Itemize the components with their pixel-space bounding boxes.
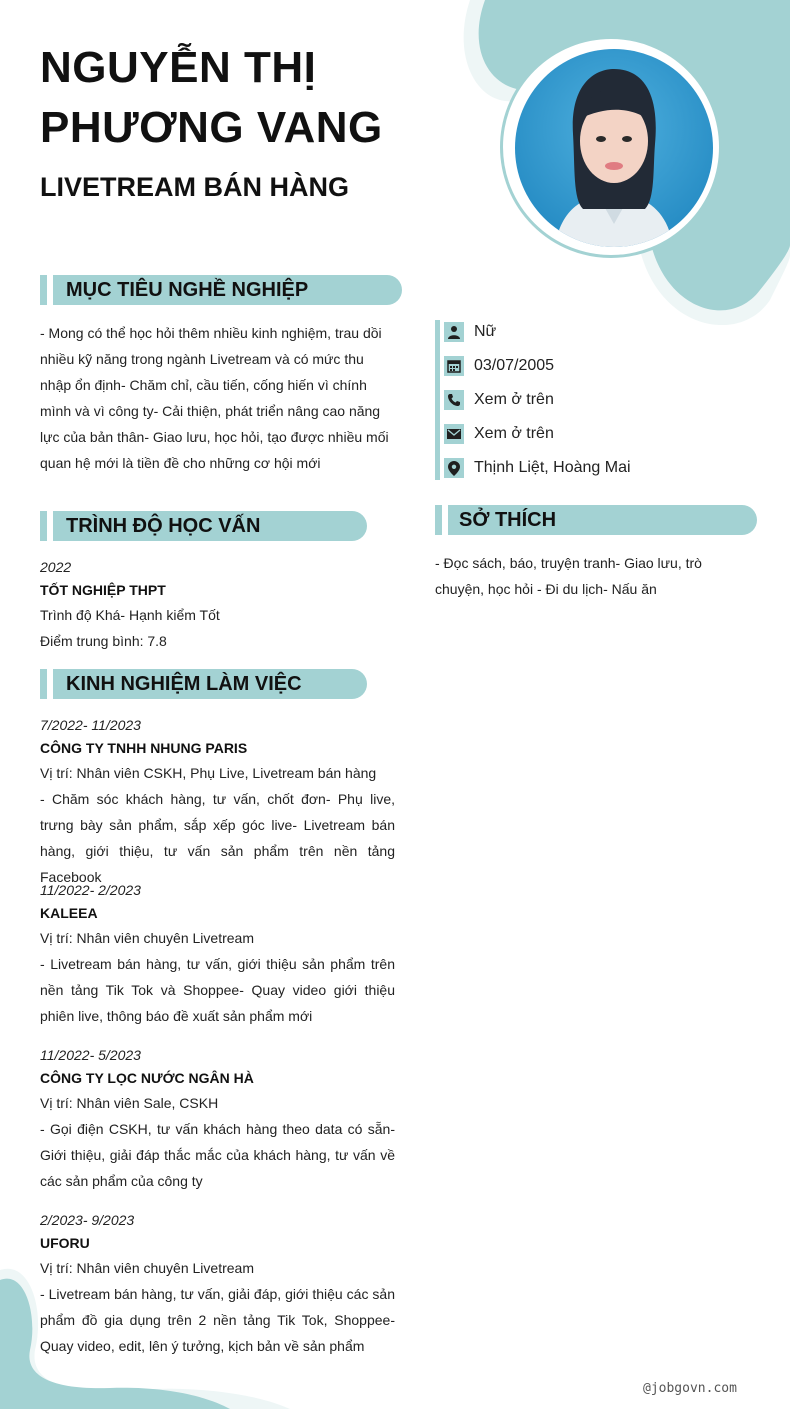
birthday-value: 03/07/2005	[474, 357, 555, 374]
experience-date: 2/2023- 9/2023	[40, 1212, 135, 1228]
experience-description: - Livetream bán hàng, tư vấn, giới thiệu sản phẩm trên nền tảng Tik Tok và Shoppee- Quay video giới thiệu phiên live, thông báo đề xuất sản phẩm mới	[40, 956, 395, 1024]
experience-description: - Gọi điện CSKH, tư vấn khách hàng theo data có sẵn- Giới thiệu, giải đáp thắc mắc của khách hàng, tư vấn về các sản phẩm của công ty	[40, 1121, 395, 1189]
email-value: Xem ở trên	[474, 425, 554, 442]
location-pin-icon	[444, 458, 464, 478]
name-line-2: PHƯƠNG VANG	[40, 103, 383, 152]
gender-value: Nữ	[474, 323, 497, 340]
experience-heading: KINH NGHIỆM LÀM VIỆC	[66, 673, 302, 695]
job-title: LIVETREAM BÁN HÀNG	[40, 172, 349, 202]
education-line-2: Điểm trung bình: 7.8	[40, 633, 167, 649]
education-heading: TRÌNH ĐỘ HỌC VẤN	[66, 515, 261, 537]
info-phone	[444, 389, 554, 411]
section-header-education	[40, 511, 367, 541]
experience-position: Vị trí: Nhân viên Sale, CSKH	[40, 1095, 219, 1111]
section-header-objective	[40, 275, 402, 305]
experience-date: 7/2022- 11/2023	[40, 717, 141, 733]
education-line-1: Trình độ Khá- Hạnh kiểm Tốt	[40, 607, 220, 623]
info-email	[444, 423, 554, 445]
section-header-hobbies	[435, 505, 757, 535]
phone-value: Xem ở trên	[474, 391, 554, 408]
watermark: @jobgovn.com	[643, 1381, 737, 1396]
objective-heading: MỤC TIÊU NGHỀ NGHIỆP	[66, 279, 309, 301]
experience-position: Vị trí: Nhân viên CSKH, Phụ Live, Livetream bán hàng	[40, 765, 377, 781]
education-title: TỐT NGHIỆP THPT	[40, 582, 166, 598]
experience-position: Vị trí: Nhân viên chuyên Livetream	[40, 930, 254, 946]
phone-icon	[444, 390, 464, 410]
info-address	[444, 457, 631, 479]
experience-date: 11/2022- 5/2023	[40, 1047, 141, 1063]
person-icon	[444, 322, 464, 342]
experience-company: UFORU	[40, 1235, 90, 1251]
experience-description: - Chăm sóc khách hàng, tư vấn, chốt đơn- Phụ live, trưng bày sản phẩm, sắp xếp góc live- Livetream bán hàng, giới thiệu, tư vấn sản phẩm trên nền tảng Facebook	[40, 791, 395, 885]
info-gender	[444, 321, 496, 343]
experience-company: CÔNG TY TNHH NHUNG PARIS	[40, 740, 248, 756]
experience-company: CÔNG TY LỌC NƯỚC NGÂN HÀ	[40, 1070, 254, 1086]
address-value: Thịnh Liệt, Hoàng Mai	[474, 459, 631, 476]
candidate-name	[40, 38, 383, 158]
email-icon	[444, 424, 464, 444]
info-birthday	[444, 355, 554, 377]
experience-description: - Livetream bán hàng, tư vấn, giải đáp, giới thiệu các sản phẩm đồ gia dụng trên 2 nền tảng Tik Tok, Shoppee- Quay video, edit, lên ý tưởng, kịch bản về sản phẩm	[40, 1286, 395, 1354]
experience-company: KALEEA	[40, 905, 98, 921]
hobbies-heading: SỞ THÍCH	[459, 509, 557, 531]
section-header-experience	[40, 669, 367, 699]
profile-photo	[515, 49, 713, 247]
hobbies-text: - Đọc sách, báo, truyện tranh- Giao lưu, trò chuyện, học hỏi - Đi du lịch- Nấu ăn	[435, 555, 702, 597]
experience-position: Vị trí: Nhân viên chuyên Livetream	[40, 1260, 254, 1276]
education-year: 2022	[40, 559, 72, 575]
objective-text: - Mong có thể học hỏi thêm nhiều kinh nghiệm, trau dồi nhiều kỹ năng trong ngành Livetream và có mức thu nhập ổn định- Chăm chỉ, cầu tiến, cống hiến vì chính mình và vì công ty- Cải thiện, phát triển nâng cao năng lực của bản thân- Giao lưu, học hỏi, tạo được nhiều mối quan hệ mới là tiền đề cho những cơ hội mới	[40, 325, 389, 471]
info-accent-bar	[435, 320, 440, 480]
name-line-1: NGUYỄN THỊ	[40, 43, 317, 92]
profile-photo-frame	[500, 36, 722, 258]
calendar-icon	[444, 356, 464, 376]
portrait-illustration	[515, 49, 713, 247]
experience-date: 11/2022- 2/2023	[40, 882, 141, 898]
